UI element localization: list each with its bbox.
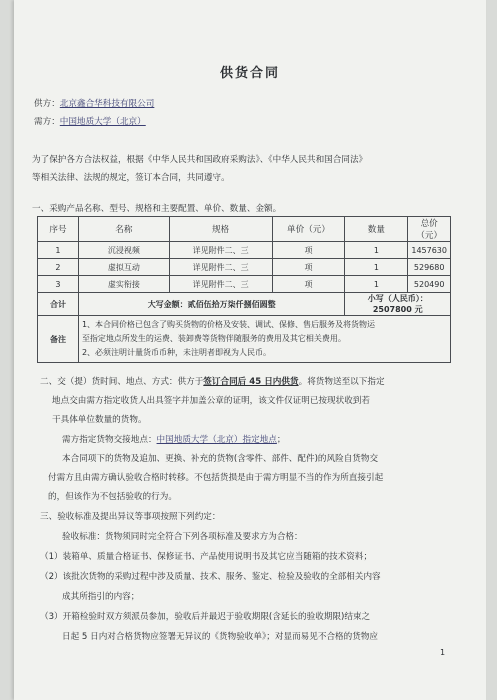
row-spec: 详见附件二、三 — [169, 259, 272, 276]
total-row — [38, 293, 451, 316]
place-end: ； — [276, 435, 286, 445]
row-quantity: 1 — [345, 259, 408, 276]
risk-line-3: 的，但该作为不包括验收的行为。 — [48, 492, 177, 502]
acceptance-item-2: （2）该批次货物的采购过程中涉及质量、技术、服务、鉴定、检验及验收的全部相关内容 — [40, 572, 381, 582]
header-cell: 单价（元） — [272, 217, 345, 242]
row-quantity: 1 — [345, 276, 408, 293]
acceptance-item-3: （3）开箱检验时双方须派员参加，验收后并最迟于验收期限(含延长的验收期限)结束之 — [40, 612, 371, 622]
supplier-line — [34, 97, 154, 109]
row-name: 沉浸视频 — [78, 242, 169, 259]
supplier-name: 北京鑫合华科技有限公司 — [59, 99, 155, 109]
total-lower: 小写（人民币）：2507800 元 — [345, 293, 451, 316]
place-lead: 需方指定货物交接地点： — [62, 435, 157, 445]
header-cell: 名称 — [78, 217, 169, 242]
row-total: 520490 — [408, 276, 451, 293]
row-spec: 详见附件二、三 — [169, 276, 272, 293]
row-total: 529680 — [408, 259, 451, 276]
table-header-row — [38, 217, 451, 242]
intro-line-1: 为了保护各方合法权益，根据《中华人民共和国政府采购法》、《中华人民共和国合同法》 — [32, 155, 368, 165]
header-cell: 数量 — [345, 217, 408, 242]
section-3-title: 三、验收标准及提出异议等事项按照下列约定： — [40, 512, 221, 522]
total-upper: 大写金额：贰佰伍拾万柒仟捌佰圆整 — [78, 293, 345, 316]
risk-line-1: 本合同项下的货物及追加、更换、补充的货物(含零件、部件、配件)的风险自货物交 — [62, 454, 379, 464]
section-2-rest: 。将货物送至以下指定 — [298, 377, 385, 387]
document-title: 供货合同 — [219, 66, 280, 81]
header-cell: 总价（元） — [408, 217, 451, 242]
total-label: 合计 — [38, 293, 79, 316]
acceptance-item-3-cont: 日起 5 日内对合格货物应签署无异议的《货物验收单》；对显而易见不合格的货物应 — [62, 632, 379, 642]
row-name: 虚拟互动 — [78, 259, 169, 276]
delivery-place-line — [62, 433, 285, 445]
remark-line: 2、必须注明计量货币币种，未注明者即视为人民币。 — [81, 348, 272, 357]
page-number: 1 — [440, 648, 446, 657]
header-cell: 序号 — [38, 217, 79, 242]
acceptance-standard: 验收标准：货物须同时完全符合下列各项标准及要求方为合格： — [62, 532, 303, 542]
remarks-cell — [78, 316, 450, 363]
row-unit: 项 — [272, 276, 345, 293]
section-1-title: 一、采购产品名称、型号、规格和主要配置、单价、数量、金额。 — [32, 204, 282, 214]
row-total: 1457630 — [408, 242, 451, 259]
delivery-deadline: 签订合同后 45 日内供货 — [203, 377, 299, 387]
section-2-line-1 — [40, 375, 385, 387]
buyer-name: 中国地质大学（北京） — [59, 117, 146, 127]
risk-line-2: 付需方且由需方确认验收合格时转移。不包括货损是由于需方明显不当的作为所直接引起 — [48, 473, 384, 483]
intro-line-2: 等相关法律、法规的规定，签订本合同，共同遵守。 — [32, 173, 230, 183]
product-table — [37, 216, 451, 363]
row-unit: 项 — [272, 259, 345, 276]
acceptance-item-1: （1）装箱单、质量合格证书、保修证书、产品使用说明书及其它应当随箱的技术资料； — [40, 552, 373, 562]
section-2-line-2: 地点交由需方指定收货人出具签字并加盖公章的证明，该文件仅证明已按现状收到若 — [52, 396, 370, 406]
remarks-row — [38, 316, 451, 363]
remark-line: 至指定地点所发生的运费、装卸费等货物伴随服务的费用及其它相关费用。 — [81, 334, 346, 343]
row-number: 2 — [38, 259, 79, 276]
remarks-label: 备注 — [38, 316, 79, 363]
buyer-label: 需方： — [34, 117, 60, 127]
acceptance-item-2-cont: 成其所指引的内容； — [62, 592, 140, 602]
buyer-line — [34, 115, 146, 127]
row-unit: 项 — [272, 242, 345, 259]
table-row — [38, 242, 451, 259]
row-spec: 详见附件二、三 — [169, 242, 272, 259]
section-2-line-3: 干具体单位数量的货物。 — [52, 415, 147, 425]
row-name: 虚实衔接 — [78, 276, 169, 293]
row-number: 3 — [38, 276, 79, 293]
delivery-place: 中国地质大学（北京）指定地点 — [156, 435, 277, 445]
row-number: 1 — [38, 242, 79, 259]
remark-line: 1、本合同价格已包含了购买货物的价格及安装、调试、保修、售后服务及将货物运 — [81, 320, 376, 329]
table-row — [38, 276, 451, 293]
section-2-lead: 二、交（提）货时间、地点、方式：供方于 — [40, 377, 204, 387]
table-row — [38, 259, 451, 276]
header-cell: 规格 — [169, 217, 272, 242]
row-quantity: 1 — [345, 242, 408, 259]
supplier-label: 供方： — [34, 99, 60, 109]
